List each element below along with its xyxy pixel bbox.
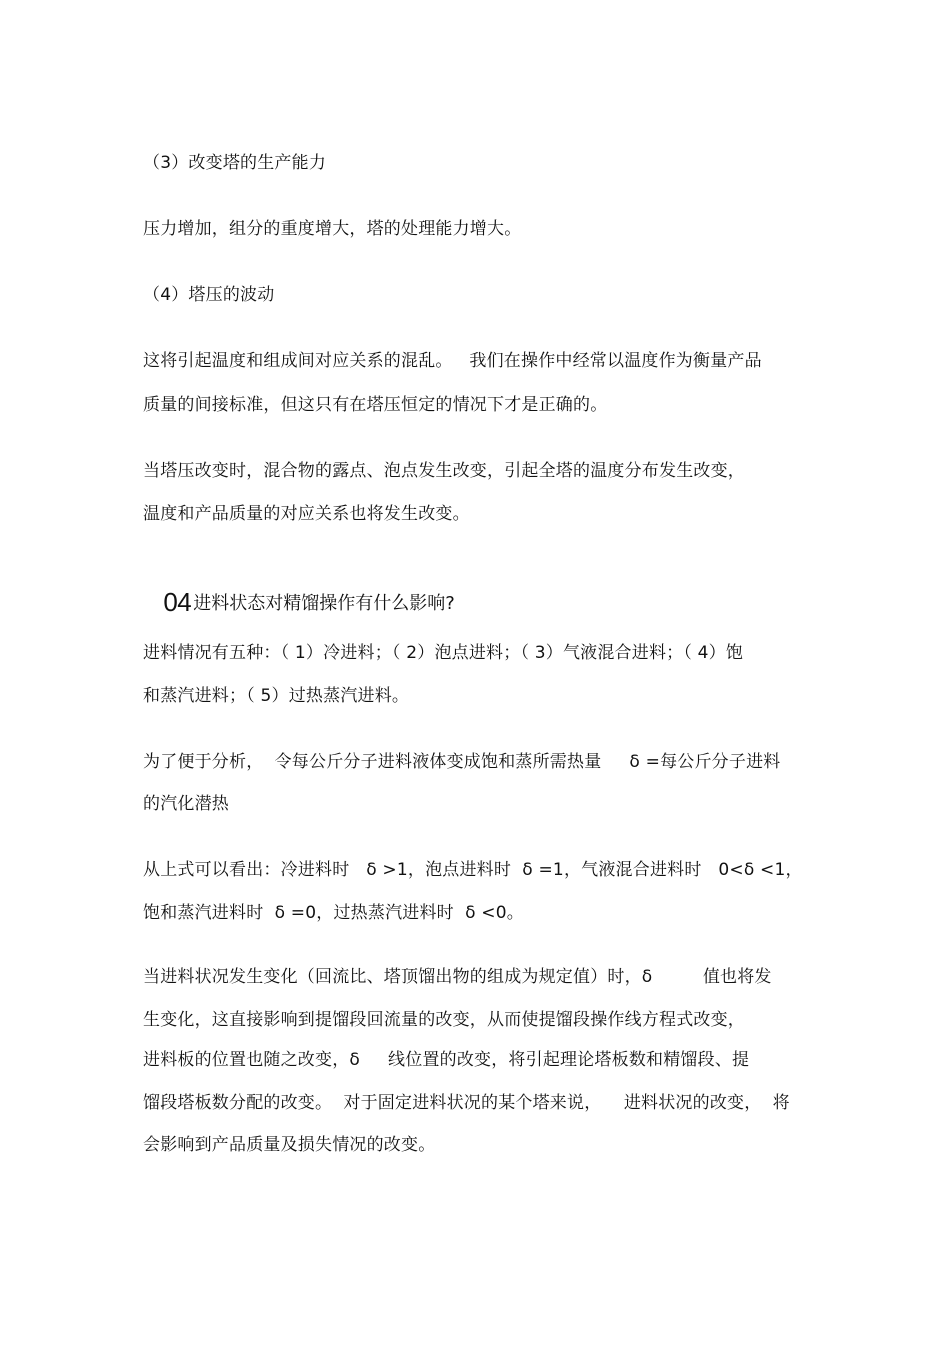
paragraph-line: 进料情况有五种：（ 1）冷进料；（ 2）泡点进料；（ 3）气液混合进料；（ 4）饱 xyxy=(143,643,744,663)
subheading-4: （4）塔压的波动 xyxy=(143,285,275,305)
paragraph-line: 温度和产品质量的对应关系也将发生改变。 xyxy=(143,504,470,524)
paragraph-line: 会影响到产品质量及损失情况的改变。 xyxy=(143,1135,436,1155)
paragraph-line: 生变化，这直接影响到提馏段回流量的改变，从而使提馏段操作线方程式改变， xyxy=(143,1010,745,1030)
paragraph-line: 馏段塔板数分配的改变。 对于固定进料状况的某个塔来说， 进料状况的改变， 将 xyxy=(143,1093,790,1113)
subheading-3: （3）改变塔的生产能力 xyxy=(143,153,327,173)
paragraph-line: 的汽化潜热 xyxy=(143,794,229,814)
paragraph-line: 饱和蒸汽进料时 δ =0，过热蒸汽进料时 δ <0。 xyxy=(143,903,524,923)
paragraph-line: 为了便于分析， 令每公斤分子进料液体变成饱和蒸所需热量 δ =每公斤分子进料 xyxy=(143,752,781,772)
paragraph-line: 这将引起温度和组成间对应关系的混乱。 我们在操作中经常以温度作为衡量产品 xyxy=(143,351,762,371)
paragraph-line: 进料板的位置也随之改变，δ 线位置的改变，将引起理论塔板数和精馏段、提 xyxy=(143,1050,750,1070)
section-title: 进料状态对精馏操作有什么影响? xyxy=(193,593,455,614)
paragraph-line: 当进料状况发生变化（回流比、塔顶馏出物的组成为规定值）时，δ 值也将发 xyxy=(143,967,772,987)
paragraph-line: 压力增加，组分的重度增大，塔的处理能力增大。 xyxy=(143,219,522,239)
section-heading xyxy=(143,568,455,638)
paragraph-line: 质量的间接标准，但这只有在塔压恒定的情况下才是正确的。 xyxy=(143,395,608,415)
paragraph-line: 从上式可以看出：冷进料时 δ >1，泡点进料时 δ =1，气液混合进料时 0<δ <1， xyxy=(143,860,803,880)
paragraph-line: 和蒸汽进料；（ 5）过热蒸汽进料。 xyxy=(143,686,410,706)
paragraph-line: 当塔压改变时，混合物的露点、泡点发生改变，引起全塔的温度分布发生改变， xyxy=(143,461,745,481)
section-number: 04 xyxy=(163,587,192,617)
